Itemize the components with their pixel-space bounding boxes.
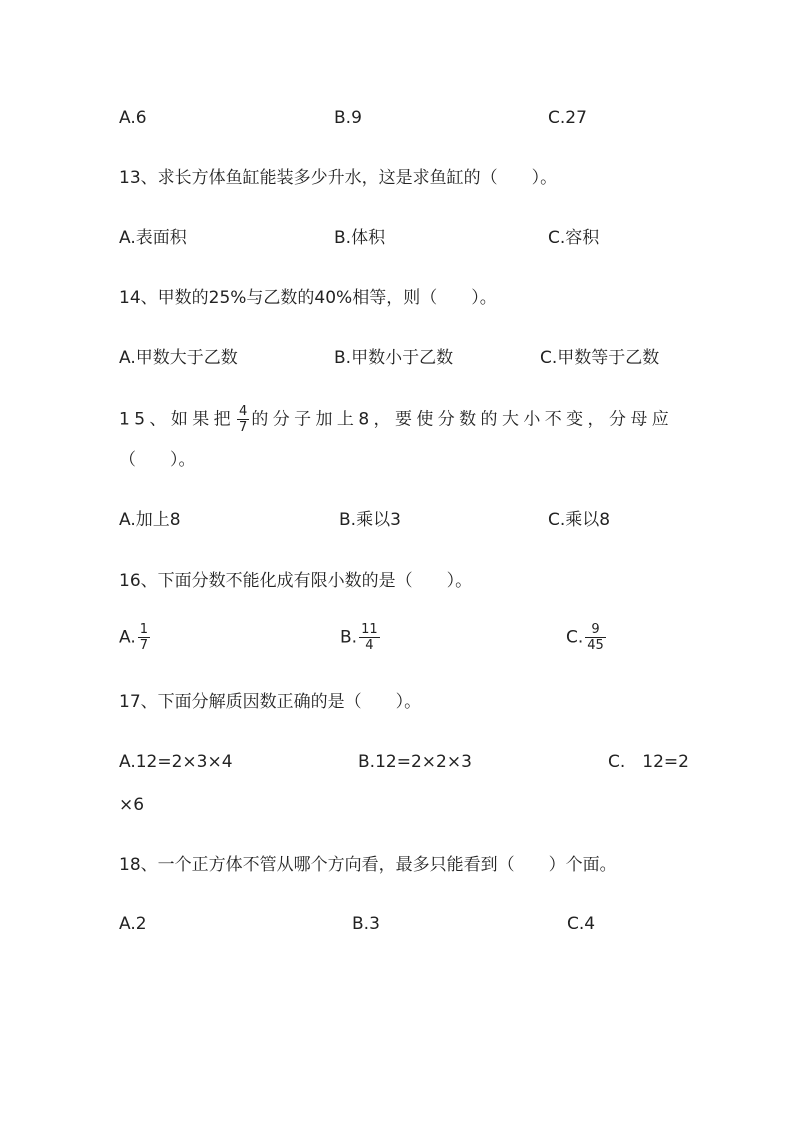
q13-option-a: A.表面积 <box>119 228 187 248</box>
q18-question: 18、一个正方体不管从哪个方向看，最多只能看到（ ）个面。 <box>119 855 617 875</box>
q13-option-c: C.容积 <box>548 228 600 248</box>
q18-option-c: C.4 <box>567 914 596 934</box>
q16-option-a <box>119 622 152 653</box>
q16-option-b-fraction <box>359 622 380 653</box>
q14-option-c: C.甲数等于乙数 <box>540 348 660 368</box>
q16-option-c-label: C. <box>566 627 584 648</box>
q18-option-b: B.3 <box>352 914 380 934</box>
q15-option-c: C.乘以8 <box>548 510 611 530</box>
q15-option-b: B.乘以3 <box>339 510 401 530</box>
q15-option-a: A.加上8 <box>119 510 181 530</box>
q17-option-b: B.12=2×2×3 <box>358 752 472 772</box>
q15-suffix: 的分子加上8，要使分数的大小不变，分母应 <box>251 409 674 430</box>
q16-option-a-numerator: 1 <box>139 622 149 637</box>
q14-option-a: A.甲数大于乙数 <box>119 348 238 368</box>
q13-option-b: B.体积 <box>334 228 386 248</box>
q16-question: 16、下面分数不能化成有限小数的是（ ）。 <box>119 571 473 591</box>
q17-option-a: A.12=2×3×4 <box>119 752 233 772</box>
q15-fraction-numerator: 4 <box>239 404 248 419</box>
q16-option-b <box>340 622 382 653</box>
q17-option-c-wrap: ×6 <box>119 795 145 815</box>
q15-prefix: 15、如果把 <box>119 409 236 430</box>
q17-option-c: C. 12=2 <box>608 752 689 772</box>
q15-question <box>119 404 673 435</box>
q14-option-b: B.甲数小于乙数 <box>334 348 454 368</box>
q16-option-c-denominator: 45 <box>587 638 604 653</box>
q15-fraction <box>237 404 249 435</box>
q16-option-b-numerator: 11 <box>361 622 378 637</box>
q18-option-a: A.2 <box>119 914 147 934</box>
q16-option-c <box>566 622 608 653</box>
q12-option-b: B.9 <box>334 108 362 128</box>
q13-question: 13、求长方体鱼缸能装多少升水，这是求鱼缸的（ ）。 <box>119 168 558 188</box>
q16-option-a-denominator: 7 <box>139 638 149 653</box>
q17-question: 17、下面分解质因数正确的是（ ）。 <box>119 692 422 712</box>
q16-option-c-numerator: 9 <box>591 622 600 637</box>
q16-option-c-fraction <box>585 622 606 653</box>
q16-option-b-label: B. <box>340 627 358 648</box>
q16-option-a-label: A. <box>119 627 136 648</box>
q15-fraction-denominator: 7 <box>239 420 248 435</box>
q14-question: 14、甲数的25%与乙数的40%相等，则（ ）。 <box>119 288 497 308</box>
q12-option-a: A.6 <box>119 108 147 128</box>
q12-option-c: C.27 <box>548 108 587 128</box>
q16-option-a-fraction <box>138 622 150 653</box>
q16-option-b-denominator: 4 <box>365 638 374 653</box>
q15-question-line2: （ ）。 <box>119 450 196 470</box>
